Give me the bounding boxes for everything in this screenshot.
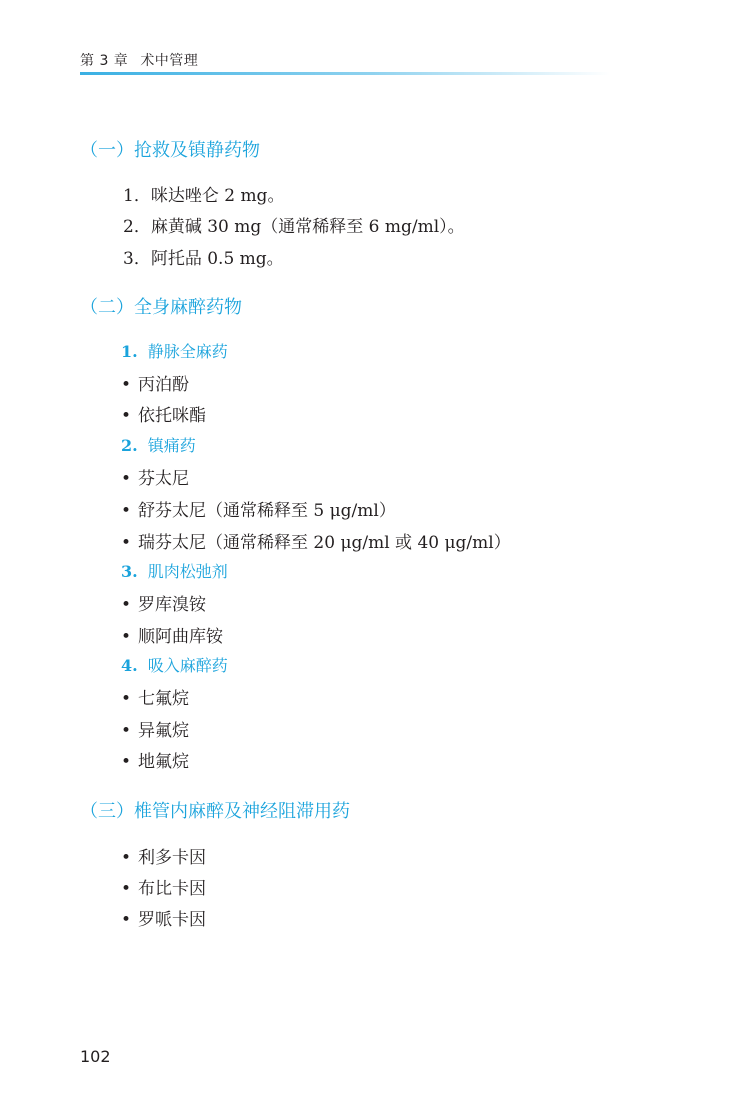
- bullet-item: • 顺阿曲库铵: [121, 627, 223, 647]
- bullet-item: • 利多卡因: [121, 848, 206, 868]
- chapter-number: 第 3 章: [80, 53, 129, 69]
- subsection-label: 吸入麻醉药: [147, 656, 228, 675]
- list-item: 2．麻黄碱 30 mg（通常稀释至 6 mg/ml）。: [123, 217, 465, 237]
- bullet-item: • 罗哌卡因: [121, 910, 206, 930]
- subsection-number: 1.: [121, 342, 138, 361]
- bullet-item: • 丙泊酚: [121, 375, 189, 395]
- section-title-general-anesthesia: （二）全身麻醉药物: [80, 297, 242, 318]
- subsection-heading: [121, 559, 228, 582]
- section-title-neuraxial-nerve-block: （三）椎管内麻醉及神经阻滞用药: [80, 801, 350, 822]
- bullet-item: • 七氟烷: [121, 689, 189, 709]
- list-item: 1．咪达唑仑 2 mg。: [123, 186, 285, 206]
- bullet-item: • 瑞芬太尼（通常稀释至 20 μg/ml 或 40 μg/ml）: [121, 533, 511, 553]
- subsection-heading: [121, 653, 228, 676]
- bullet-item: • 依托咪酯: [121, 406, 206, 426]
- subsection-label: 镇痛药: [147, 436, 196, 455]
- page-number: 102: [80, 1047, 111, 1066]
- header-rule: [80, 72, 610, 75]
- running-header: [80, 50, 198, 70]
- bullet-item: • 罗库溴铵: [121, 595, 206, 615]
- subsection-label: 静脉全麻药: [147, 342, 228, 361]
- bullet-item: • 芬太尼: [121, 469, 189, 489]
- subsection-number: 2.: [121, 436, 138, 455]
- bullet-item: • 舒芬太尼（通常稀释至 5 μg/ml）: [121, 501, 396, 521]
- bullet-item: • 异氟烷: [121, 721, 189, 741]
- subsection-number: 4.: [121, 656, 138, 675]
- subsection-label: 肌肉松弛剂: [147, 562, 228, 581]
- subsection-number: 3.: [121, 562, 138, 581]
- list-item: 3．阿托品 0.5 mg。: [123, 249, 284, 269]
- chapter-title: 术中管理: [140, 53, 199, 69]
- subsection-heading: [121, 433, 196, 456]
- bullet-item: • 布比卡因: [121, 879, 206, 899]
- bullet-item: • 地氟烷: [121, 752, 189, 772]
- section-title-rescue-sedation: （一）抢救及镇静药物: [80, 140, 260, 161]
- subsection-heading: [121, 339, 228, 362]
